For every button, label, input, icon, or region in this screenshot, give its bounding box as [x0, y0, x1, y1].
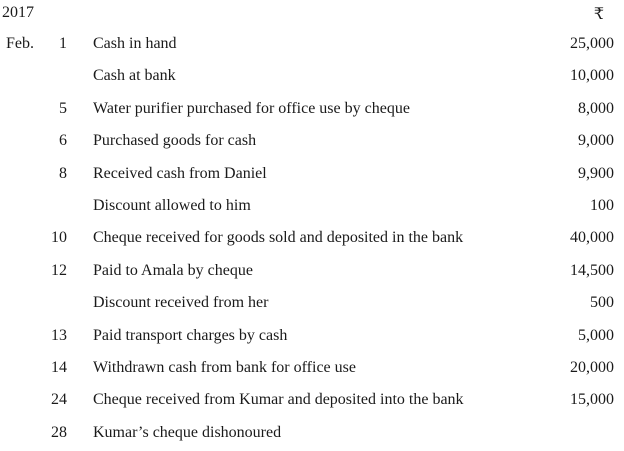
transaction-description: Discount received from her: [93, 294, 269, 312]
transaction-description: Cash at bank: [93, 67, 176, 85]
transaction-amount: 10,000: [570, 67, 614, 85]
day-label: 14: [51, 358, 67, 376]
month-label: Feb.: [6, 35, 34, 52]
transaction-row: [0, 62, 624, 94]
transaction-amount: 8,000: [578, 99, 614, 117]
transaction-amount: 5,000: [578, 326, 614, 344]
transaction-description: Paid to Amala by cheque: [93, 261, 253, 279]
transaction-amount: 9,900: [578, 164, 614, 182]
transaction-amount: 9,000: [578, 132, 614, 150]
transaction-row: [0, 386, 624, 418]
transaction-description: Discount allowed to him: [93, 196, 251, 214]
transaction-row: [0, 95, 624, 127]
transaction-row: [0, 354, 624, 386]
day-label: 12: [51, 261, 67, 279]
transaction-amount: 14,500: [570, 261, 614, 279]
transaction-row: [0, 160, 624, 192]
transaction-amount: 15,000: [570, 391, 614, 409]
transaction-row: [0, 224, 624, 256]
day-label: 8: [59, 164, 67, 182]
transaction-description: Received cash from Daniel: [93, 164, 267, 182]
transaction-description: Water purifier purchased for office use by cheque: [93, 99, 410, 117]
transaction-description: Cheque received from Kumar and deposited into the bank: [93, 391, 464, 409]
day-label: 6: [59, 132, 67, 150]
transaction-row: [0, 30, 624, 62]
transaction-row: [0, 419, 624, 451]
day-label: 13: [51, 326, 67, 344]
day-label: 1: [59, 35, 67, 52]
header-row: [0, 4, 624, 28]
transaction-description: Withdrawn cash from bank for office use: [93, 358, 356, 376]
transaction-description: Kumar’s cheque dishonoured: [93, 423, 282, 441]
transaction-description: Paid transport charges by cash: [93, 326, 288, 344]
transaction-amount: 25,000: [570, 35, 614, 52]
day-label: 28: [51, 423, 67, 441]
transaction-row: [0, 289, 624, 321]
day-label: 10: [51, 229, 67, 247]
day-label: 24: [51, 391, 67, 409]
transaction-description: Cheque received for goods sold and deposited in the bank: [93, 229, 464, 247]
transaction-amount: 100: [590, 196, 614, 214]
transaction-row: [0, 192, 624, 224]
transaction-list: [0, 30, 624, 451]
transaction-row: [0, 127, 624, 159]
transaction-description: Purchased goods for cash: [93, 132, 257, 150]
transaction-amount: 500: [590, 294, 614, 312]
transaction-row: [0, 322, 624, 354]
year-label: 2017: [2, 4, 34, 21]
transaction-amount: 20,000: [570, 358, 614, 376]
transaction-amount: 40,000: [570, 229, 614, 247]
day-label: 5: [59, 99, 67, 117]
currency-symbol: ₹: [593, 6, 604, 23]
transaction-description: Cash in hand: [93, 35, 177, 52]
transaction-row: [0, 257, 624, 289]
